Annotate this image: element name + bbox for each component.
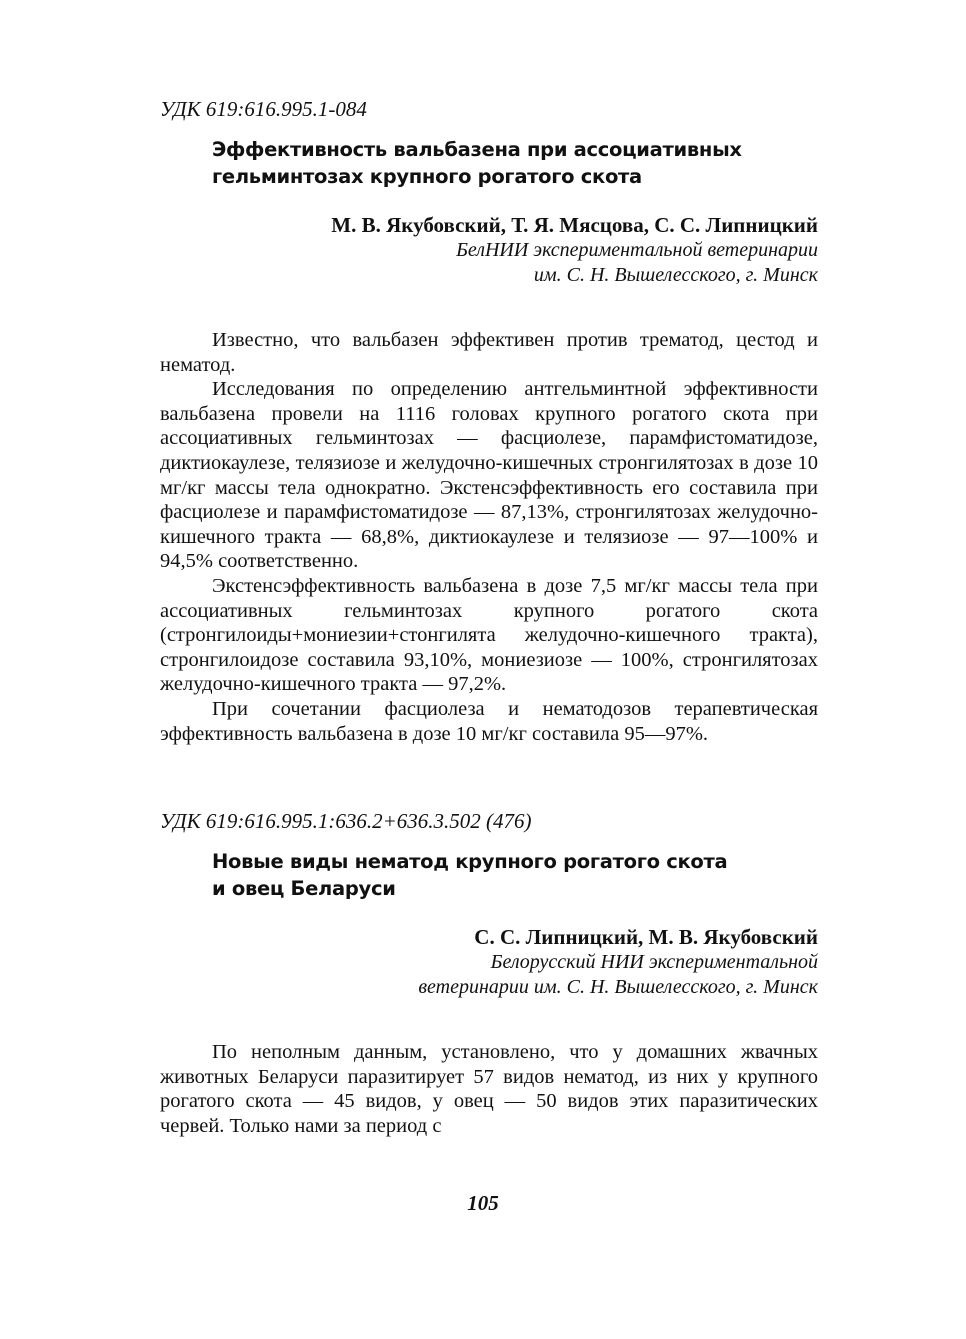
paragraph: Исследования по определению антгельминтной эффективности вальбазена провели на 1116 головах крупного рогатого скота при ассоциативных гельминтозах — фасциолезе, парамфистоматидозе, диктиокаулезе, телязиозе и желудочно-кишечных стронгилятозах в дозе 10 мг/кг массы тела однократно. Экстенсэффективность его составила при фасциолезе и парамфистоматидозе — 87,13%, стронгилятозах желудочно-кишечного тракта — 68,8%, диктиокаулезе и телязиозе — 97—100% и 94,5% соответственно.	[160, 378, 818, 573]
udk-code: УДК 619:616.995.1-084	[160, 97, 367, 121]
article-title-line: Эффективность вальбазена при ассоциативных	[212, 138, 742, 161]
affiliation-line: Белорусский НИИ экспериментальной	[490, 951, 818, 974]
paragraph: По неполным данным, установлено, что у домашних жвачных животных Беларуси паразитирует 57 видов нематод, из них у крупного рогатого скота — 45 видов, у овец — 50 видов этих паразитических червей. Только нами за период с	[160, 1041, 818, 1137]
paragraph: Экстенсэффективность вальбазена в дозе 7,5 мг/кг массы тела при ассоциативных гельминтозах крупного рогатого скота (стронгилоиды+мониезии+стонгилята желудочно-кишечного тракта), стронгилоидозе составила 93,10%, мониезиозе — 100%, стронгилятозах желудочно-кишечного тракта — 97,2%.	[160, 574, 818, 696]
article-affiliation	[160, 238, 818, 288]
udk-code: УДК 619:616.995.1:636.2+636.3.502 (476)	[160, 809, 532, 834]
article-body	[160, 328, 818, 746]
page-number: 105	[467, 1191, 499, 1215]
article-affiliation	[160, 950, 818, 1000]
article-title-line: гельминтозах крупного рогатого скота	[212, 165, 642, 188]
article-authors: С. С. Липницкий, М. В. Якубовский	[474, 925, 818, 950]
article-title-line: Новые виды нематод крупного рогатого скота	[212, 850, 728, 874]
page-content	[160, 96, 818, 1138]
article-new-nematodes	[160, 808, 818, 1138]
paragraph: Известно, что вальбазен эффективен против трематод, цестод и нематод.	[160, 329, 818, 376]
affiliation-line: БелНИИ экспериментальной ветеринарии	[456, 239, 818, 261]
article-title	[212, 136, 818, 190]
paragraph: При сочетании фасциолеза и нематодозов терапевтическая эффективность вальбазена в дозе 10 мг/кг составила 95—97%.	[160, 697, 818, 745]
affiliation-line: им. С. Н. Вышелесского, г. Минск	[533, 264, 818, 286]
article-body	[160, 1040, 818, 1138]
article-valbazen	[160, 96, 818, 746]
affiliation-line: ветеринарии им. С. Н. Вышелесского, г. Минск	[418, 976, 818, 999]
article-authors: М. В. Якубовский, Т. Я. Мясцова, С. С. Липницкий	[331, 213, 818, 237]
article-title	[212, 848, 818, 902]
article-title-line: и овец Беларуси	[212, 877, 396, 901]
